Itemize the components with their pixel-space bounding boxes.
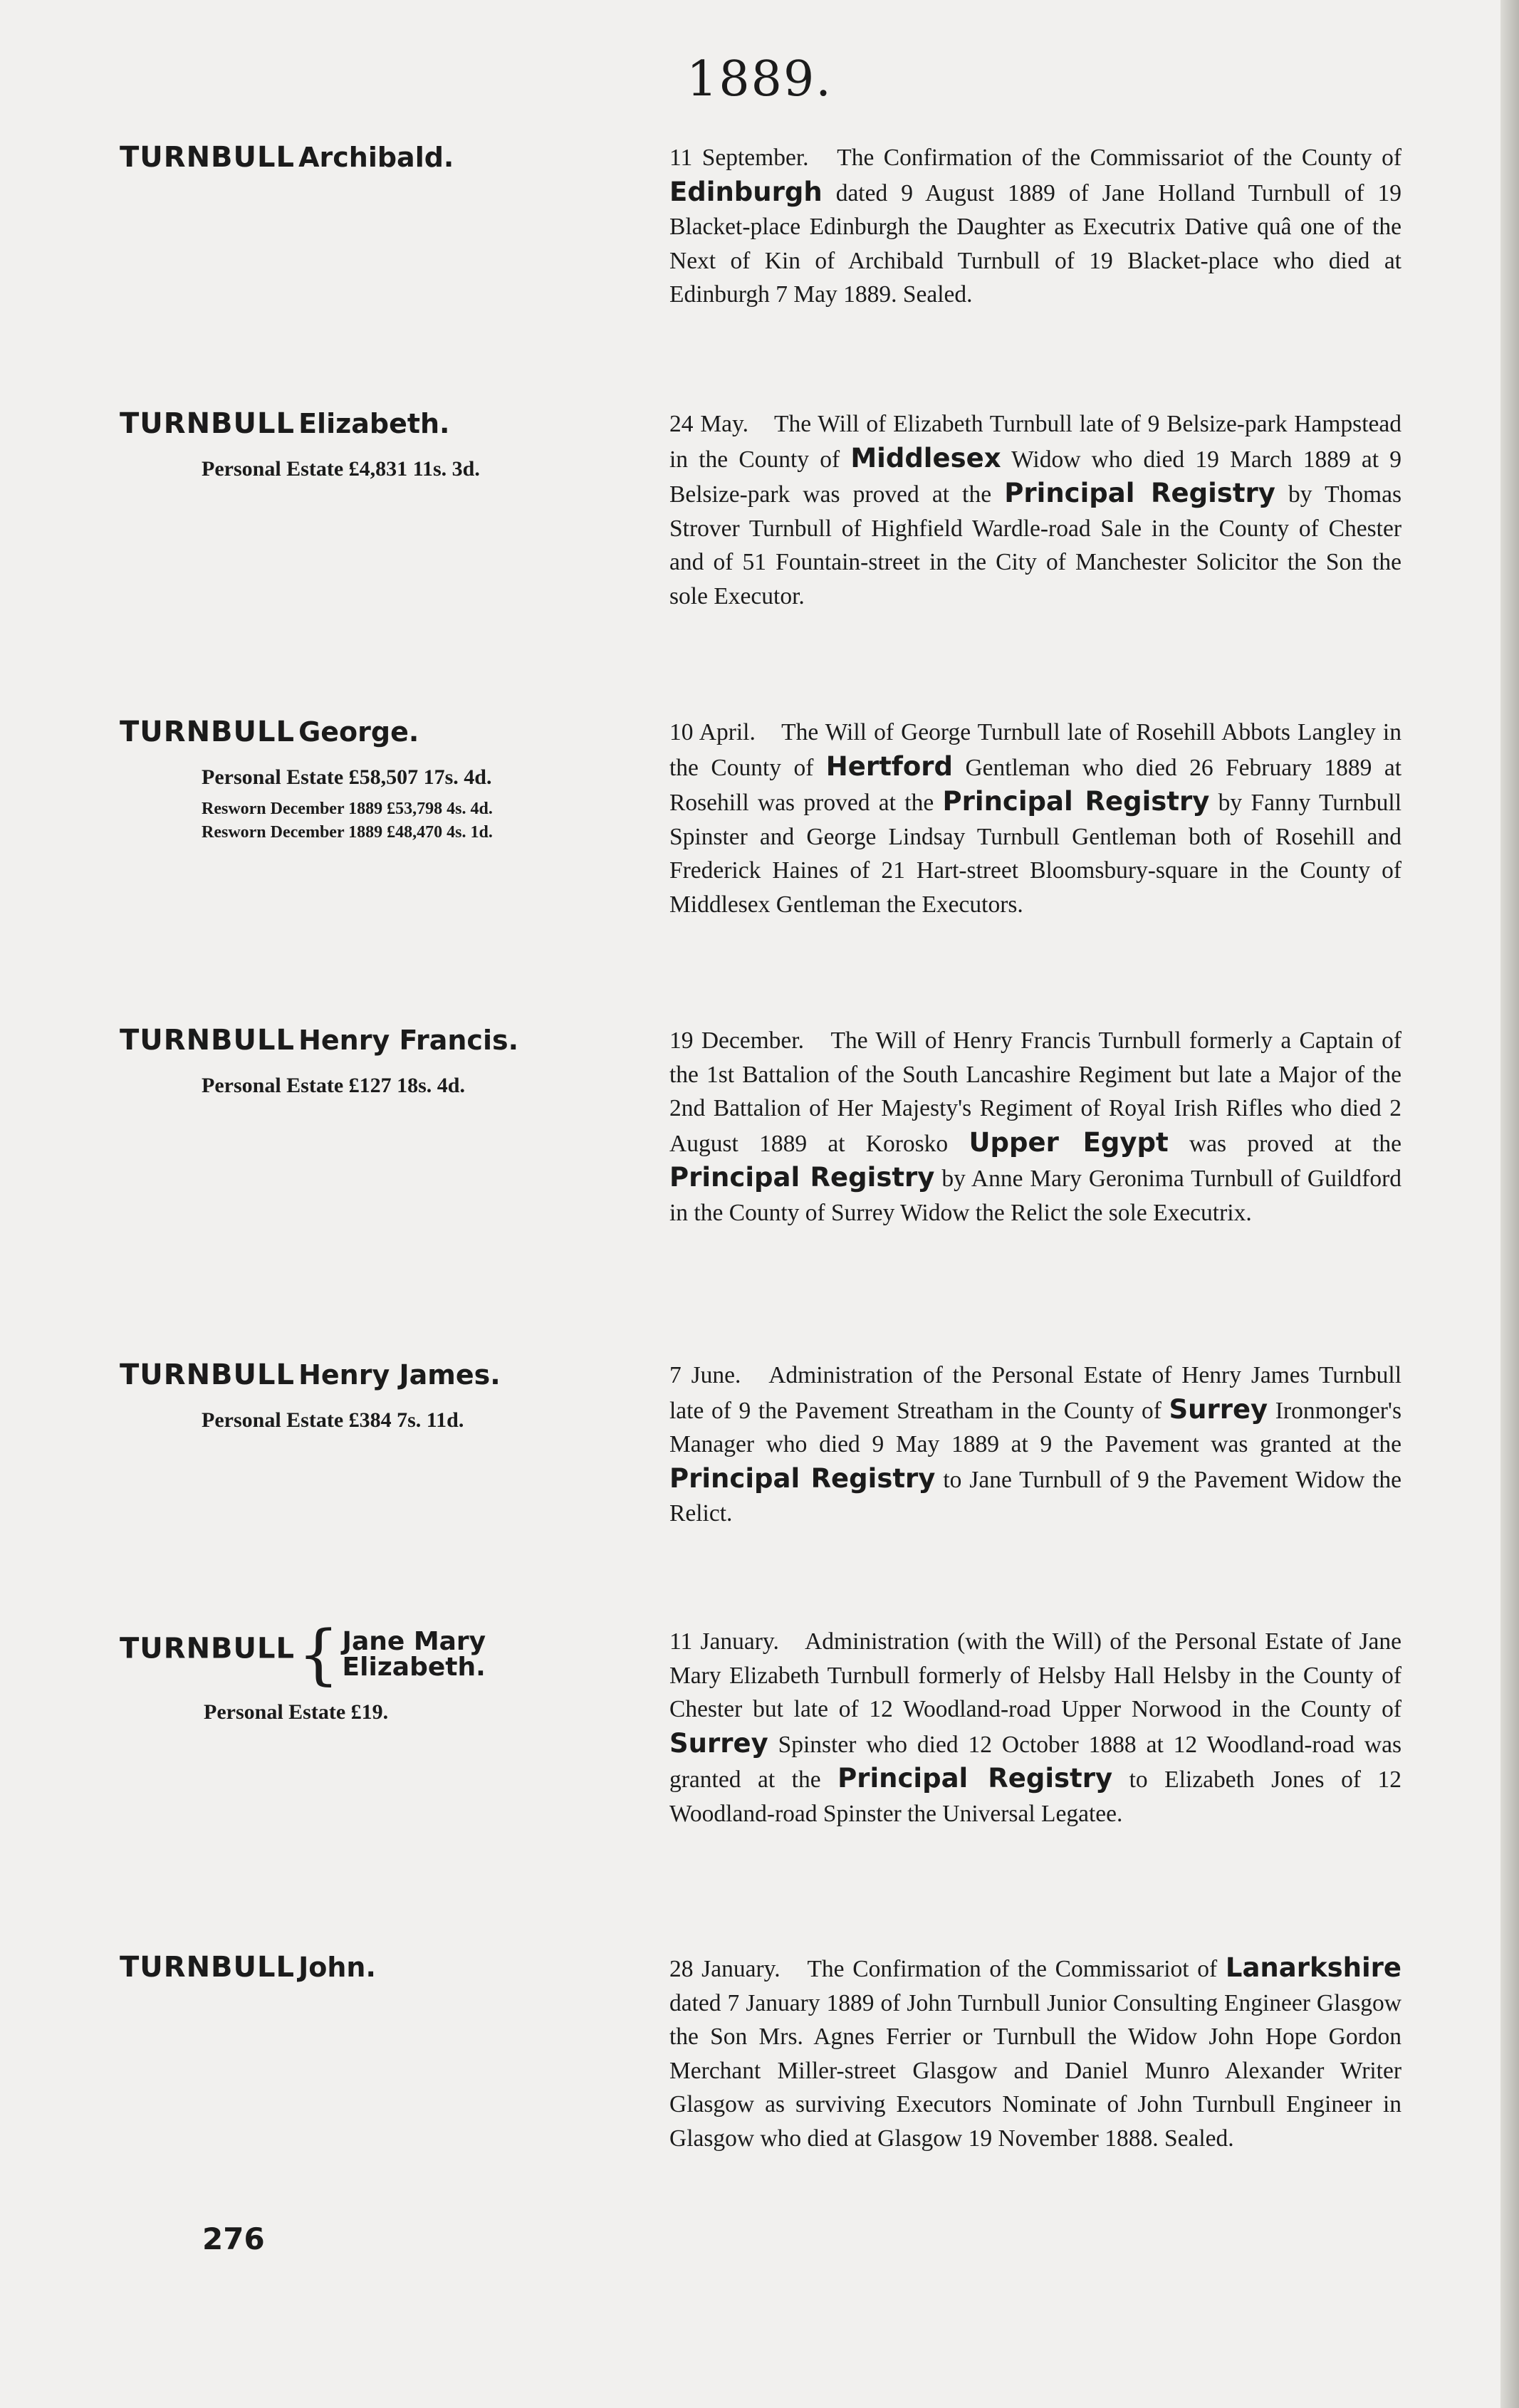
name-brace-group <box>295 1616 486 1692</box>
entry-date: 7 June. <box>669 1362 741 1388</box>
given-name-line2: Elizabeth. <box>342 1653 486 1682</box>
personal-estate: Personal Estate £127 18s. 4d. <box>202 1074 465 1097</box>
entry-heading <box>120 407 561 481</box>
entry-heading <box>120 716 561 842</box>
registry-name: Principal Registry <box>942 786 1210 817</box>
entry-text <box>669 1951 1401 2155</box>
place-name: Surrey <box>669 1727 768 1759</box>
text-part: Administration of the Personal Estate of Henry James Turnbull late of 9 the Pavement Streatham in the County of <box>669 1362 1402 1424</box>
text-part: dated 9 August 1889 of Jane Holland Turnbull of 19 Blacket-place Edinburgh the Daughter as Executrix Dative quâ one of the Next of Kin of Archibald Turnbull of 19 Blacket-place who died at Edinburgh 7 May 1889. Sealed. <box>669 179 1402 308</box>
text-part: to Jane Turnbull of 9 the Pavement Widow the Relict. <box>669 1466 1401 1527</box>
surname: TURNBULL <box>120 407 295 440</box>
name-line <box>120 1359 561 1391</box>
text-part: The Will of Henry Francis Turnbull formerly a Captain of the 1st Battalion of the South Lancashire Regiment but late a Major of the 2nd Battalion of Her Majesty's Regiment of Royal Irish Rifles who died 2 August 1889 at Korosko <box>669 1027 1401 1157</box>
given-name: Henry Francis. <box>298 1025 519 1056</box>
entry-heading <box>120 1951 561 1984</box>
brace-glyph: { <box>298 1616 340 1692</box>
place-name: Upper Egypt <box>969 1126 1169 1158</box>
text-part: The Confirmation of the Commissariot of the County of <box>837 145 1401 171</box>
text-part: The Will of Elizabeth Turnbull late of 9 Belsize-park Hampstead in the County of <box>669 411 1401 473</box>
text-part: Widow who died 19 March 1889 at 9 Belsize-park was proved at the <box>669 446 1401 508</box>
text-part: was proved at the <box>1189 1130 1402 1157</box>
surname: TURNBULL <box>120 1951 295 1984</box>
entry-heading <box>120 1359 561 1433</box>
entry-date: 24 May. <box>669 411 748 437</box>
personal-estate: Personal Estate £19. <box>204 1700 389 1724</box>
name-line <box>120 1616 561 1692</box>
surname: TURNBULL <box>120 716 295 748</box>
text-part: Gentleman who died 26 February 1889 at Rosehill was proved at the <box>669 754 1402 816</box>
given-name: Archibald. <box>298 142 454 173</box>
registry-name: Principal Registry <box>1004 478 1275 508</box>
given-name: Elizabeth. <box>298 408 450 439</box>
place-name: Lanarkshire <box>1225 1952 1401 1983</box>
entry-text <box>669 141 1401 312</box>
place-name: Middlesex <box>850 442 1001 473</box>
surname: TURNBULL <box>120 1359 295 1391</box>
name-line <box>120 1951 561 1984</box>
registry-name: Principal Registry <box>669 1462 936 1494</box>
name-line <box>120 141 561 174</box>
resworn-estate: Resworn December 1889 £48,470 4s. 1d. <box>202 823 493 842</box>
place-name: Surrey <box>1169 1393 1268 1425</box>
personal-estate: Personal Estate £58,507 17s. 4d. <box>202 765 492 789</box>
place-name: Hertford <box>825 750 954 782</box>
page-edge-shadow <box>1500 0 1519 2408</box>
text-part: The Confirmation of the Commissariot of <box>807 1956 1218 1982</box>
place-name: Edinburgh <box>669 176 823 207</box>
surname: TURNBULL <box>120 1024 295 1057</box>
given-name: George. <box>298 716 419 748</box>
entry-heading <box>120 1024 561 1098</box>
given-name-line1: Jane Mary <box>342 1627 486 1656</box>
text-part: to Elizabeth Jones of 12 Woodland-road Spinster the Universal Legatee. <box>669 1766 1402 1827</box>
entry-date: 19 December. <box>669 1027 804 1054</box>
name-line <box>120 407 561 440</box>
entry-date: 11 January. <box>669 1628 779 1655</box>
entry-date: 28 January. <box>669 1956 781 1982</box>
entry-heading <box>120 1616 561 1724</box>
surname: TURNBULL <box>120 141 295 174</box>
entry-heading <box>120 141 561 174</box>
registry-name: Principal Registry <box>837 1763 1113 1794</box>
surname: TURNBULL <box>120 1632 295 1665</box>
entry-text <box>669 1359 1401 1531</box>
entry-text <box>669 716 1401 921</box>
entry-text <box>669 1024 1401 1230</box>
given-name: John. <box>298 1952 376 1983</box>
given-name: Henry James. <box>298 1359 501 1391</box>
entry-date: 11 September. <box>669 145 809 171</box>
personal-estate: Personal Estate £4,831 11s. 3d. <box>202 457 480 481</box>
page-number: 276 <box>202 2221 265 2256</box>
registry-name: Principal Registry <box>669 1162 935 1193</box>
personal-estate: Personal Estate £384 7s. 11d. <box>202 1408 464 1432</box>
text-part: The Will of George Turnbull late of Rosehill Abbots Langley in the County of <box>669 719 1401 781</box>
entry-text <box>669 1625 1401 1831</box>
text-part: by Fanny Turnbull Spinster and George Lindsay Turnbull Gentleman both of Rosehill and Frederick Haines of 21 Hart-street Bloomsbury-square in the County of Middlesex Gentleman the Executors. <box>669 790 1402 918</box>
given-name-stack <box>343 1629 486 1680</box>
name-line <box>120 716 561 748</box>
text-part: by Anne Mary Geronima Turnbull of Guildford in the County of Surrey Widow the Relict the sole Executrix. <box>669 1166 1401 1226</box>
resworn-estate: Resworn December 1889 £53,798 4s. 4d. <box>202 800 493 818</box>
name-line <box>120 1024 561 1057</box>
text-part: Administration (with the Will) of the Personal Estate of Jane Mary Elizabeth Turnbull formerly of Helsby Hall Helsby in the County of Chester but late of 12 Woodland-road Upper Norwood in the County of <box>669 1628 1402 1722</box>
page-year: 1889. <box>687 51 832 108</box>
text-part: dated 7 January 1889 of John Turnbull Junior Consulting Engineer Glasgow the Son Mrs. Agnes Ferrier or Turnbull the Widow John Hope Gordon Merchant Miller-street Glasgow and Daniel Munro Alexander Writer Glasgow as surviving Executors Nominate of John Turnbull Engineer in Glasgow who died at Glasgow 19 November 1888. Sealed. <box>669 1989 1401 2152</box>
entry-text <box>669 407 1401 613</box>
entry-date: 10 April. <box>669 719 756 745</box>
text-part: Ironmonger's Manager who died 9 May 1889 at 9 the Pavement was granted at the <box>669 1397 1401 1457</box>
text-part: by Thomas Strover Turnbull of Highfield Wardle-road Sale in the County of Chester and of 51 Fountain-street in the City of Manchester Solicitor the Son the sole Executor. <box>669 481 1402 609</box>
text-part: Spinster who died 12 October 1888 at 12 Woodland-road was granted at the <box>669 1731 1401 1793</box>
